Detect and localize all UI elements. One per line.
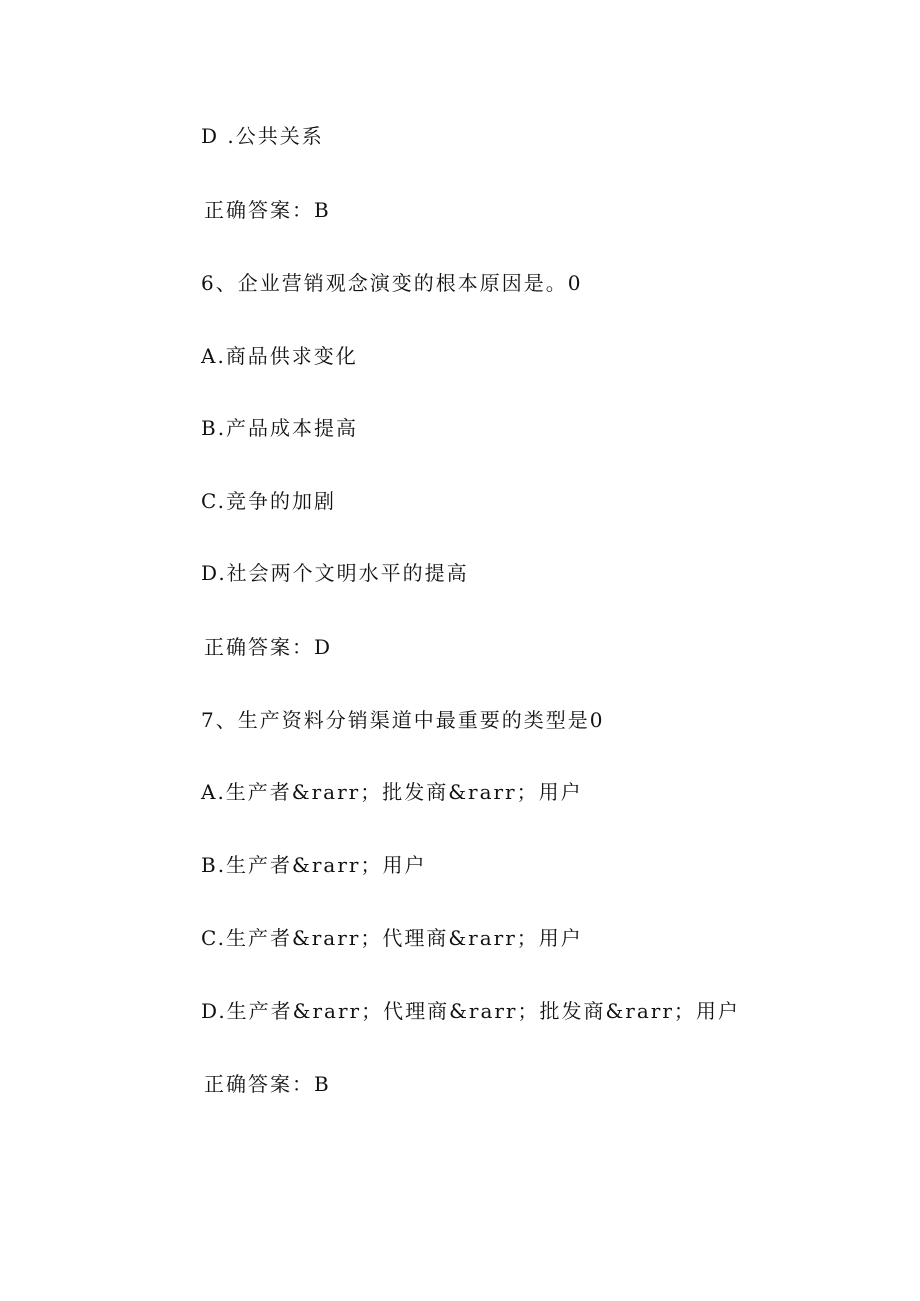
question-6-option-c: C.竞争的加剧 xyxy=(201,489,336,513)
question-6-option-b: B.产品成本提高 xyxy=(201,416,359,440)
question-7-option-a: A.生产者&rarr；批发商&rarr；用户 xyxy=(201,780,583,804)
question-7-correct-answer: 正确答案：B xyxy=(204,1072,331,1096)
correct-answer-line: 正确答案：B xyxy=(204,198,331,222)
question-7-option-d: D.生产者&rarr；代理商&rarr；批发商&rarr；用户 xyxy=(201,999,740,1023)
question-6-option-a: A.商品供求变化 xyxy=(201,344,358,368)
question-6-line: 6、企业营销观念演变的根本原因是。0 xyxy=(201,271,583,295)
question-7-option-c: C.生产者&rarr；代理商&rarr；用户 xyxy=(201,926,583,950)
question-7-line: 7、生产资料分销渠道中最重要的类型是0 xyxy=(201,708,605,732)
question-6-option-d: D.社会两个文明水平的提高 xyxy=(201,561,469,585)
option-d-line: D .公共关系 xyxy=(201,124,324,148)
question-7-option-b: B.生产者&rarr；用户 xyxy=(201,853,427,877)
question-6-correct-answer: 正确答案：D xyxy=(204,635,333,659)
